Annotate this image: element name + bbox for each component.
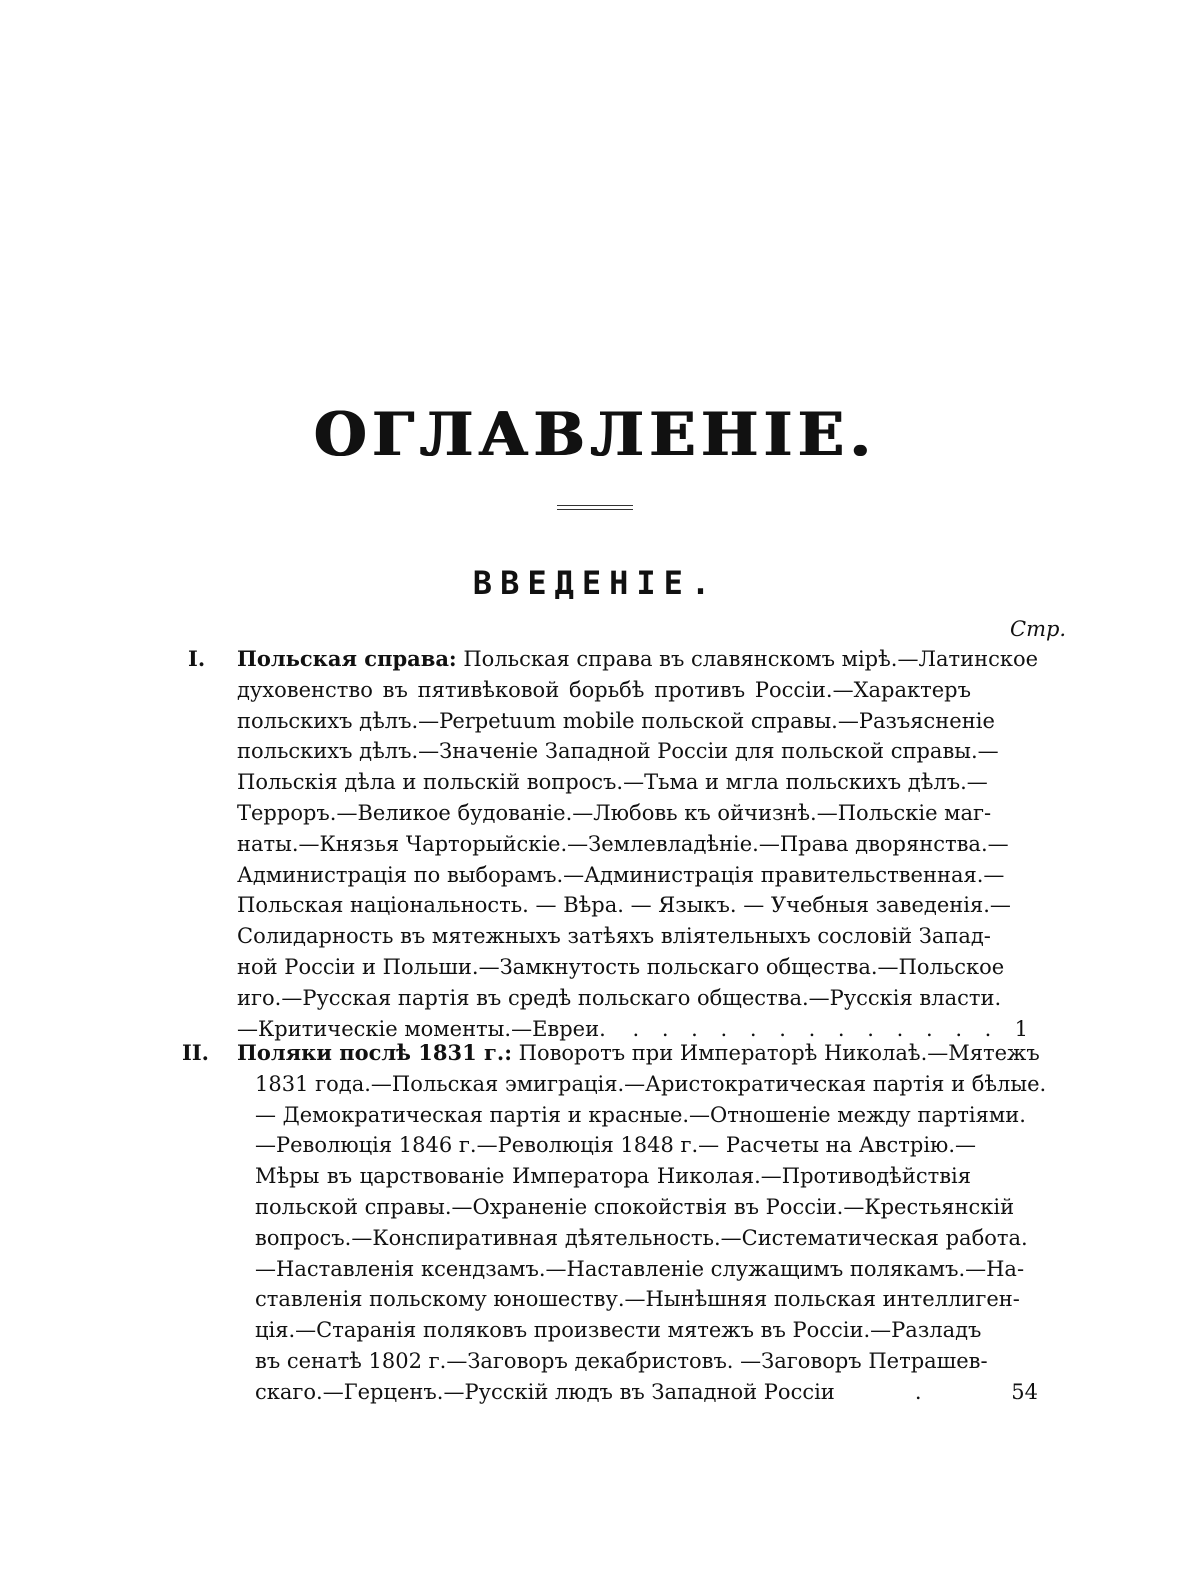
entry-line: духовенство въ пятивѣковой борьбѣ противъ Россіи.—Характеръ: [237, 677, 971, 702]
page-column-label: Стр.: [1010, 617, 1067, 641]
entry-line: польскихъ дѣлъ.—Значеніе Западной Россіи для польской справы.—: [237, 739, 999, 764]
entry-line: ція.—Старанія поляковъ произвести мятежъ въ Россіи.—Разладъ: [255, 1318, 982, 1343]
toc-entry: [182, 1038, 1047, 1408]
entry-line: Терроръ.—Великое будованіе.—Любовь къ ойчизнѣ.—Польскіе маг-: [237, 800, 992, 825]
entry-line: Администрація по выборамъ.—Администрація правительственная.—: [237, 862, 1005, 887]
dot-leader: .: [914, 1379, 930, 1404]
page-number: 1: [1014, 1016, 1028, 1041]
entry-line: 1831 года.—Польская эмиграція.—Аристократическая партія и бѣлые.: [255, 1071, 1047, 1096]
toc-entry: [188, 644, 1039, 1044]
entry-heading: Польская справа:: [237, 646, 457, 671]
entry-line: польскихъ дѣлъ.—Perpetuum mobile польской справы.—Разъясненіе: [237, 708, 995, 733]
entry-body: [237, 644, 1039, 1044]
entry-line: Польскія дѣла и польскій вопросъ.—Тьма и мгла польскихъ дѣлъ.—: [237, 770, 988, 795]
dot-leader: . . . . . . . . . . . . .: [632, 1016, 1000, 1041]
entry-line: иго.—Русская партія въ средѣ польскаго общества.—Русскія власти.: [237, 985, 1002, 1010]
entry-line: ной Россіи и Польши.—Замкнутость польскаго общества.—Польское: [237, 954, 1005, 979]
entry-number: I.: [188, 646, 206, 671]
entry-line: Солидарность въ мятежныхъ затѣяхъ вліятельныхъ сословій Запад-: [237, 924, 991, 949]
entry-first-line: Поляки послѣ 1831 г.: Поворотъ при Императорѣ Николаѣ.—Мятежъ: [237, 1040, 1040, 1065]
entry-line: наты.—Князья Чарторыйскіе.—Землевладѣніе.—Права дворянства.—: [237, 831, 1009, 856]
entry-line: вопросъ.—Конспиративная дѣятельность.—Систематическая работа.: [255, 1225, 1028, 1250]
entry-line: Польская національность. — Вѣра. — Языкъ. — Учебныя заведенія.—: [237, 893, 1011, 918]
entry-line: въ сенатѣ 1802 г.—Заговоръ декабристовъ. —Заговоръ Петрашев-: [255, 1348, 988, 1373]
entry-first-line: Польская справа: Польская справа въ славянскомъ мірѣ.—Латинское: [237, 646, 1039, 671]
title-divider: [557, 505, 633, 511]
entry-line: Мѣры въ царствованіе Императора Николая.—Противодѣйствія: [255, 1164, 971, 1189]
entry-last-line: —Критическіе моменты.—Евреи. . . . . . . . . . . . . .: [237, 1016, 1000, 1041]
page-number: 54: [1011, 1379, 1038, 1404]
entry-last-line: скаго.—Герценъ.—Русскій людъ въ Западной Россіи .: [255, 1379, 930, 1404]
entry-line: польской справы.—Охраненіе спокойствія въ Россіи.—Крестьянскій: [255, 1194, 1015, 1219]
entry-line: —Революція 1846 г.—Революція 1848 г.— Расчеты на Австрію.—: [255, 1133, 976, 1158]
entry-line: ставленія польскому юношеству.—Нынѣшняя польская интеллиген-: [255, 1287, 1020, 1312]
entry-line: — Демократическая партія и красные.—Отношеніе между партіями.: [255, 1102, 1026, 1127]
entry-line: —Наставленія ксендзамъ.—Наставленіе служащимъ полякамъ.—На-: [255, 1256, 1025, 1281]
entry-number: II.: [182, 1040, 209, 1065]
entry-heading: Поляки послѣ 1831 г.:: [237, 1040, 512, 1065]
section-title: ВВЕДЕНІЕ.: [472, 564, 719, 602]
page-title: ОГЛАВЛЕНІЕ.: [314, 400, 877, 470]
